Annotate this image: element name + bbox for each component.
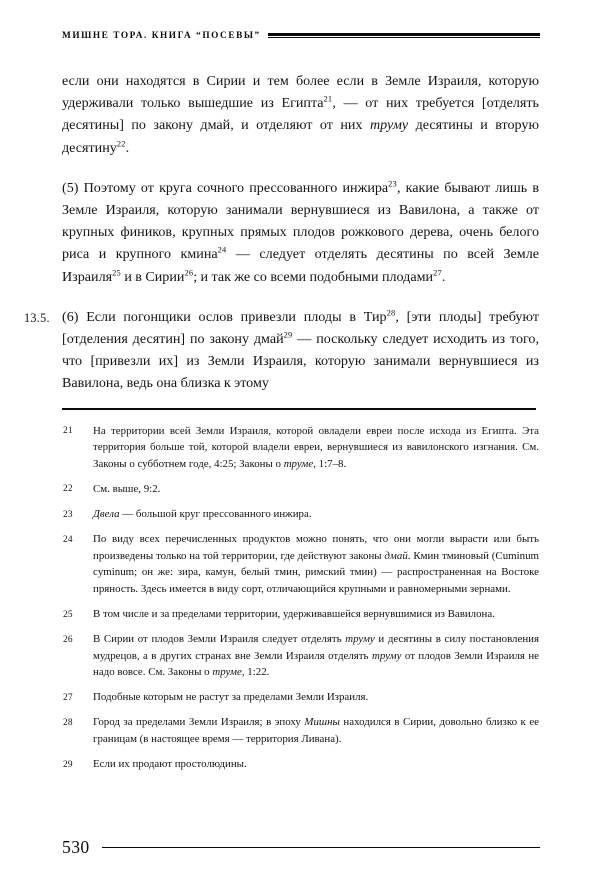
text-run: — поскольку следует исходить из того, что [привезли их] из Земли Израиля, которую занимали вернувшиеся из Вавилона, ведь она близка к этому (62, 331, 539, 392)
text-run: и в Сирии (120, 268, 185, 285)
text-run: В Сирии от плодов Земли Израиля следует отделять (93, 633, 346, 646)
text-run: десятины и вторую десятину (62, 117, 539, 156)
header-double-rule (268, 33, 540, 39)
text-run: , 1:7–8. (313, 457, 347, 470)
footnote-text (93, 714, 539, 747)
footnote-number[interactable]: 26 (63, 634, 73, 645)
footnote-item (62, 631, 539, 681)
text-run: , 1:22. (241, 666, 270, 679)
text-run: . (441, 268, 446, 285)
text-run: Подобные которым не растут за пределами Земли Израиля. (93, 691, 369, 704)
emphasis-term: Мишны (304, 716, 340, 729)
text-run: — большой круг прессованного инжира. (119, 507, 312, 520)
text-run: если они находятся в Сирии и тем более если в Земле Израиля, которую удерживали только вышедшие из Египта (62, 73, 539, 112)
footnotes-section (62, 408, 539, 773)
footnote-reference[interactable]: 23 (388, 179, 397, 189)
footnote-number[interactable]: 25 (63, 609, 73, 620)
text-run: Если их продают простолюдины. (93, 758, 247, 771)
text-run: . (125, 139, 130, 156)
text-run: и десятины в силу постановления мудрецов, а в других странах вне Земли Израиля отделять (93, 633, 539, 662)
footnote-item (62, 423, 539, 473)
footnote-reference[interactable]: 24 (217, 245, 227, 255)
footnote-reference[interactable]: 28 (386, 308, 396, 318)
para-continuation (62, 70, 539, 159)
footnote-reference[interactable]: 25 (112, 267, 121, 277)
text-run: Город за пределами Земли Израиля; в эпоху (93, 716, 305, 729)
footnote-text (93, 631, 539, 681)
footnote-number[interactable]: 23 (63, 509, 73, 520)
footnote-number[interactable]: 28 (63, 718, 73, 728)
text-run: от плодов Земли Израиля не надо вовсе. См. Законы о (93, 649, 539, 679)
text-run: , какие бывают лишь в Земле Израиля, которую занимали вернувшиеся из Вавилона, а также от крупных фиников, крупных прямых плодов рожкового дерева, очень белого риса и крупного кмина (62, 179, 539, 263)
text-run: , [эти плоды] требуют [отделения десятин] по закону дмай (62, 308, 539, 348)
halakha-margin-label: 13.5. (24, 310, 50, 325)
footnote-reference[interactable]: 26 (184, 267, 194, 277)
text-run: (6) Если погонщики ослов привезли плоды в Тир (62, 308, 387, 325)
footnote-item (62, 531, 539, 597)
emphasis-term: Двела (93, 507, 120, 520)
para-5 (62, 177, 539, 288)
text-run: На территории всей Земли Израиля, которой овладели евреи после исхода из Египта. Эта территория больше той, которой владели евреи, вернувшиеся из вавилонского изгнания. См. Законы о субботнем годе, 4:25; Законы о (93, 424, 539, 470)
emphasis-term: труме (212, 666, 242, 679)
footnote-text (93, 531, 539, 597)
emphasis-term: труме (283, 457, 314, 470)
text-run: — следует отделять десятины по всей Земле Израиля (62, 246, 539, 285)
footnote-text (93, 423, 539, 473)
para-6 (24, 306, 539, 395)
footnote-reference[interactable]: 27 (433, 267, 442, 277)
footnote-reference[interactable]: 22 (116, 138, 126, 148)
footer-rule (102, 847, 540, 849)
page-footer (62, 837, 540, 858)
footnote-item (62, 689, 539, 706)
text-run: находился в Сирии, довольно близко к ее границам (в настоящее время — территория Ливана). (93, 716, 539, 745)
emphasis-term: труму (369, 117, 409, 134)
emphasis-term: дмай (384, 549, 408, 562)
footnote-text (93, 481, 539, 498)
text-run: По виду всех перечисленных продуктов можно понять, что они могли вырасти или быть произведены только на той территории, где действуют законы (93, 533, 539, 562)
text-run: ; и так же со всеми подобными плодами (193, 268, 434, 285)
footnote-number[interactable]: 29 (63, 759, 73, 770)
emphasis-term: труму (345, 633, 375, 646)
body-text-column (24, 70, 539, 395)
footnote-number[interactable]: 27 (63, 692, 73, 703)
footnote-list (62, 423, 539, 773)
footnote-item (62, 756, 539, 773)
footnote-text (93, 506, 539, 523)
footnote-item (62, 506, 539, 523)
running-header (62, 31, 540, 41)
running-header-title: МИШНЕ ТОРА. КНИГА “ПОСЕВЫ” (62, 31, 261, 41)
footnote-number[interactable]: 21 (63, 426, 73, 437)
footnote-reference[interactable]: 29 (283, 330, 293, 340)
emphasis-term: труму (371, 649, 402, 662)
text-run: (5) Поэтому от круга сочного прессованного инжира (62, 179, 389, 196)
text-run: См. выше, 9:2. (93, 482, 161, 495)
footnote-separator-rule (62, 408, 536, 410)
footnote-item (62, 606, 539, 623)
text-run: В том числе и за пределами территории, удерживавшейся вернувшимися из Вавилона. (93, 607, 495, 620)
footnote-item (62, 481, 539, 498)
footnote-reference[interactable]: 21 (323, 94, 333, 104)
page-number: 530 (62, 837, 90, 857)
footnote-text (93, 756, 539, 773)
footnote-number[interactable]: 22 (63, 484, 73, 495)
footnote-number[interactable]: 24 (63, 534, 73, 545)
footnote-text (93, 689, 539, 706)
footnote-text (93, 606, 539, 623)
text-run: . Кмин тминовый (Cuminum cyminum; он же: зира, камун, белый тмин, римский тмин) — распространенная на Востоке пряность. Здесь имеется в виду сорт, отличающийся крупными и равномерными зернами. (93, 549, 539, 595)
footnote-item (62, 714, 539, 747)
text-run: , — от них требуется [отделять десятины] по закону дмай, и отделяют от них (62, 95, 539, 134)
